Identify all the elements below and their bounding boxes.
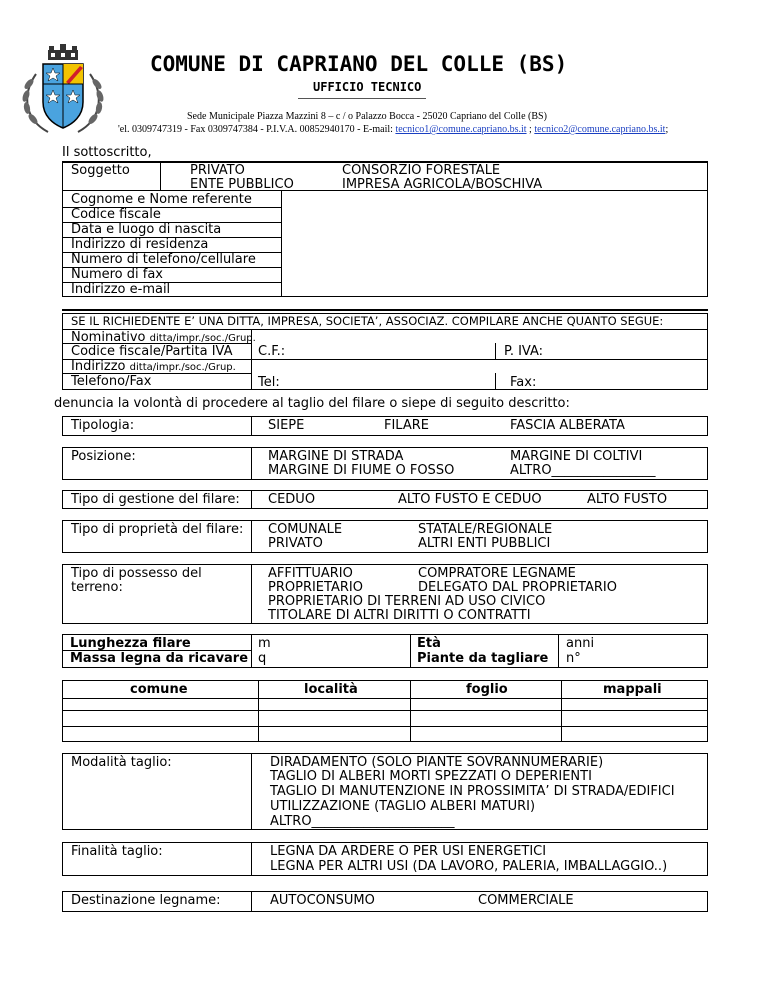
- coat-of-arms-icon: [18, 44, 108, 136]
- company-col-sep: [495, 373, 496, 390]
- proprieta-label: Tipo di proprietà del filare:: [71, 522, 244, 537]
- option-altro-posizione[interactable]: ALTRO________________: [510, 463, 656, 478]
- option-ceduo[interactable]: CEDUO: [268, 492, 316, 507]
- massa-label: Massa legna da ricavare: [70, 651, 249, 666]
- email-end: ;: [665, 124, 669, 135]
- col-header-comune: comune: [130, 682, 188, 697]
- input-codice-fiscale[interactable]: [283, 208, 707, 221]
- finalita-sep: [251, 842, 252, 876]
- applicant-col-sep: [281, 190, 282, 297]
- soggetto-label: Soggetto: [71, 163, 130, 178]
- piante-label: Piante da tagliare: [417, 651, 549, 666]
- company-top-line: [62, 309, 708, 311]
- input-email[interactable]: [283, 283, 707, 296]
- field-label-referente: Cognome e Nome referente: [71, 192, 252, 207]
- contacts-text: 'el. 0309747319 - Fax 0309747384 - P.I.V.A. 00852940170 - E-mail:: [118, 124, 396, 135]
- unit-q: q: [258, 651, 267, 666]
- input-referente[interactable]: [283, 191, 707, 206]
- option-compratore[interactable]: COMPRATORE LEGNAME: [418, 566, 576, 581]
- indirizzo-label: Indirizzo: [71, 359, 126, 374]
- field-label-codice-fiscale: Codice fiscale: [71, 207, 161, 222]
- indirizzo-hint: ditta/impr./soc./Grup.: [129, 362, 236, 373]
- eta-label: Età: [417, 636, 441, 651]
- catasto-row-sep: [62, 698, 708, 699]
- email-separator: ;: [526, 124, 535, 135]
- col-header-foglio: foglio: [466, 682, 508, 697]
- input-lunghezza[interactable]: [275, 635, 409, 649]
- option-delegato[interactable]: DELEGATO DAL PROPRIETARIO: [418, 580, 617, 595]
- posizione-sep: [251, 447, 252, 480]
- soggetto-sep: [160, 161, 161, 190]
- input-massa[interactable]: [275, 651, 409, 667]
- company-heading: SE IL RICHIEDENTE E’ UNA DITTA, IMPRESA, SOCIETA’, ASSOCIAZ. COMPILARE ANCHE QUANTO SEGUE:: [71, 314, 664, 328]
- cf-label: C.F.:: [258, 344, 286, 359]
- email-link-2[interactable]: tecnico2@comune.capriano.bs.it: [534, 124, 666, 135]
- possesso-sep: [251, 564, 252, 624]
- col-header-mappali: mappali: [603, 682, 662, 697]
- destinazione-label: Destinazione legname:: [71, 893, 221, 908]
- piva-label: P. IVA:: [504, 344, 544, 359]
- unit-num: n°: [566, 651, 581, 666]
- destinazione-sep: [251, 891, 252, 912]
- gestione-label: Tipo di gestione del filare:: [71, 492, 240, 507]
- col-header-localita: località: [304, 682, 358, 697]
- unit-anni: anni: [566, 636, 595, 651]
- field-label-nascita: Data e luogo di nascita: [71, 222, 222, 237]
- field-label-email: Indirizzo e-mail: [71, 282, 171, 297]
- catasto-col-sep: [258, 680, 259, 742]
- option-statale-regionale[interactable]: STATALE/REGIONALE: [418, 522, 553, 537]
- finalita-label: Finalità taglio:: [71, 844, 163, 859]
- option-autoconsumo[interactable]: AUTOCONSUMO: [270, 893, 375, 908]
- option-manutenzione[interactable]: TAGLIO DI MANUTENZIONE IN PROSSIMITA’ DI STRADA/EDIFICI: [270, 784, 675, 799]
- input-eta[interactable]: [590, 635, 707, 649]
- option-alto-fusto[interactable]: ALTO FUSTO: [587, 492, 668, 507]
- input-piante[interactable]: [590, 651, 707, 667]
- field-label-telefono: Numero di telefono/cellulare: [71, 252, 256, 267]
- option-consorzio-forestale[interactable]: CONSORZIO FORESTALE: [342, 163, 501, 178]
- option-impresa-agricola[interactable]: IMPRESA AGRICOLA/BOSCHIVA: [342, 177, 543, 192]
- subtitle-underline: [298, 98, 426, 99]
- possesso-label: Tipo di possesso del: [71, 566, 202, 581]
- field-label-indirizzo: [71, 359, 236, 375]
- option-privato-proprieta[interactable]: PRIVATO: [268, 536, 323, 551]
- office-contacts: [118, 122, 668, 137]
- option-altro-modalita[interactable]: ALTRO______________________: [270, 814, 455, 829]
- option-commerciale[interactable]: COMMERCIALE: [478, 893, 574, 908]
- misure-col-sep: [251, 634, 252, 668]
- option-margine-strada[interactable]: MARGINE DI STRADA: [268, 449, 404, 464]
- page-title: COMUNE DI CAPRIANO DEL COLLE (BS): [150, 52, 568, 76]
- intro-text: Il sottoscritto,: [62, 145, 152, 160]
- option-legna-ardere[interactable]: LEGNA DA ARDERE O PER USI ENERGETICI: [270, 844, 547, 859]
- tipologia-label: Tipologia:: [71, 418, 135, 433]
- option-utilizzazione[interactable]: UTILIZZAZIONE (TAGLIO ALBERI MATURI): [270, 799, 536, 814]
- option-legna-altri-usi[interactable]: LEGNA PER ALTRI USI (DA LAVORO, PALERIA, IMBALLAGGIO..): [270, 859, 668, 874]
- option-alto-fusto-ceduo[interactable]: ALTO FUSTO E CEDUO: [398, 492, 542, 507]
- option-filare[interactable]: FILARE: [384, 418, 429, 433]
- misure-col-sep: [410, 634, 411, 668]
- tel-label: Tel:: [258, 375, 280, 390]
- catasto-row-sep: [62, 726, 708, 727]
- field-label-telefax: Telefono/Fax: [71, 374, 152, 389]
- unit-m: m: [258, 636, 271, 651]
- option-ente-pubblico[interactable]: ENTE PUBBLICO: [190, 177, 294, 192]
- catasto-col-sep: [561, 680, 562, 742]
- input-fax[interactable]: [283, 268, 707, 281]
- option-margine-coltivi[interactable]: MARGINE DI COLTIVI: [510, 449, 643, 464]
- email-link-1[interactable]: tecnico1@comune.capriano.bs.it: [395, 124, 527, 135]
- catasto-row-sep: [62, 710, 708, 711]
- company-col-sep: [495, 343, 496, 359]
- fax-label: Fax:: [510, 375, 537, 390]
- option-altri-enti[interactable]: ALTRI ENTI PUBBLICI: [418, 536, 551, 551]
- option-fascia-alberata[interactable]: FASCIA ALBERATA: [510, 418, 625, 433]
- option-siepe[interactable]: SIEPE: [268, 418, 305, 433]
- tipologia-sep: [251, 416, 252, 436]
- misure-col-sep: [558, 634, 559, 668]
- option-privato[interactable]: PRIVATO: [190, 163, 245, 178]
- option-uso-civico[interactable]: PROPRIETARIO DI TERRENI AD USO CIVICO: [268, 594, 546, 609]
- catasto-col-sep: [410, 680, 411, 742]
- input-residenza[interactable]: [283, 238, 707, 251]
- nominativo-hint: ditta/impr./soc./Grup.: [149, 333, 256, 344]
- lunghezza-label: Lunghezza filare: [70, 636, 191, 651]
- posizione-label: Posizione:: [71, 449, 136, 464]
- field-label-residenza: Indirizzo di residenza: [71, 237, 209, 252]
- option-margine-fiume[interactable]: MARGINE DI FIUME O FOSSO: [268, 463, 455, 478]
- option-comunale[interactable]: COMUNALE: [268, 522, 343, 537]
- office-address: Sede Municipale Piazza Mazzini 8 – c / o Palazzo Bocca - 25020 Capriano del Colle (BS): [187, 111, 547, 122]
- option-proprietario[interactable]: PROPRIETARIO: [268, 580, 363, 595]
- nominativo-label: Nominativo: [71, 330, 146, 345]
- input-telefono[interactable]: [283, 253, 707, 266]
- declaration-text: denuncia la volontà di procedere al taglio del filare o siepe di seguito descritto:: [54, 396, 570, 411]
- field-label-fax: Numero di fax: [71, 267, 164, 282]
- modalita-sep: [251, 753, 252, 830]
- option-alberi-morti[interactable]: TAGLIO DI ALBERI MORTI SPEZZATI O DEPERIENTI: [270, 769, 592, 784]
- field-label-cf-piva: Codice fiscale/Partita IVA: [71, 344, 233, 359]
- gestione-sep: [251, 490, 252, 509]
- input-nascita[interactable]: [283, 223, 707, 236]
- proprieta-sep: [251, 520, 252, 553]
- option-altri-diritti[interactable]: TITOLARE DI ALTRI DIRITTI O CONTRATTI: [268, 608, 531, 623]
- modalita-label: Modalità taglio:: [71, 755, 172, 770]
- possesso-label-2: terreno:: [71, 580, 123, 595]
- option-affittuario[interactable]: AFFITTUARIO: [268, 566, 353, 581]
- option-diradamento[interactable]: DIRADAMENTO (SOLO PIANTE SOVRANNUMERARIE): [270, 755, 604, 770]
- office-subtitle: UFFICIO TECNICO: [313, 80, 422, 94]
